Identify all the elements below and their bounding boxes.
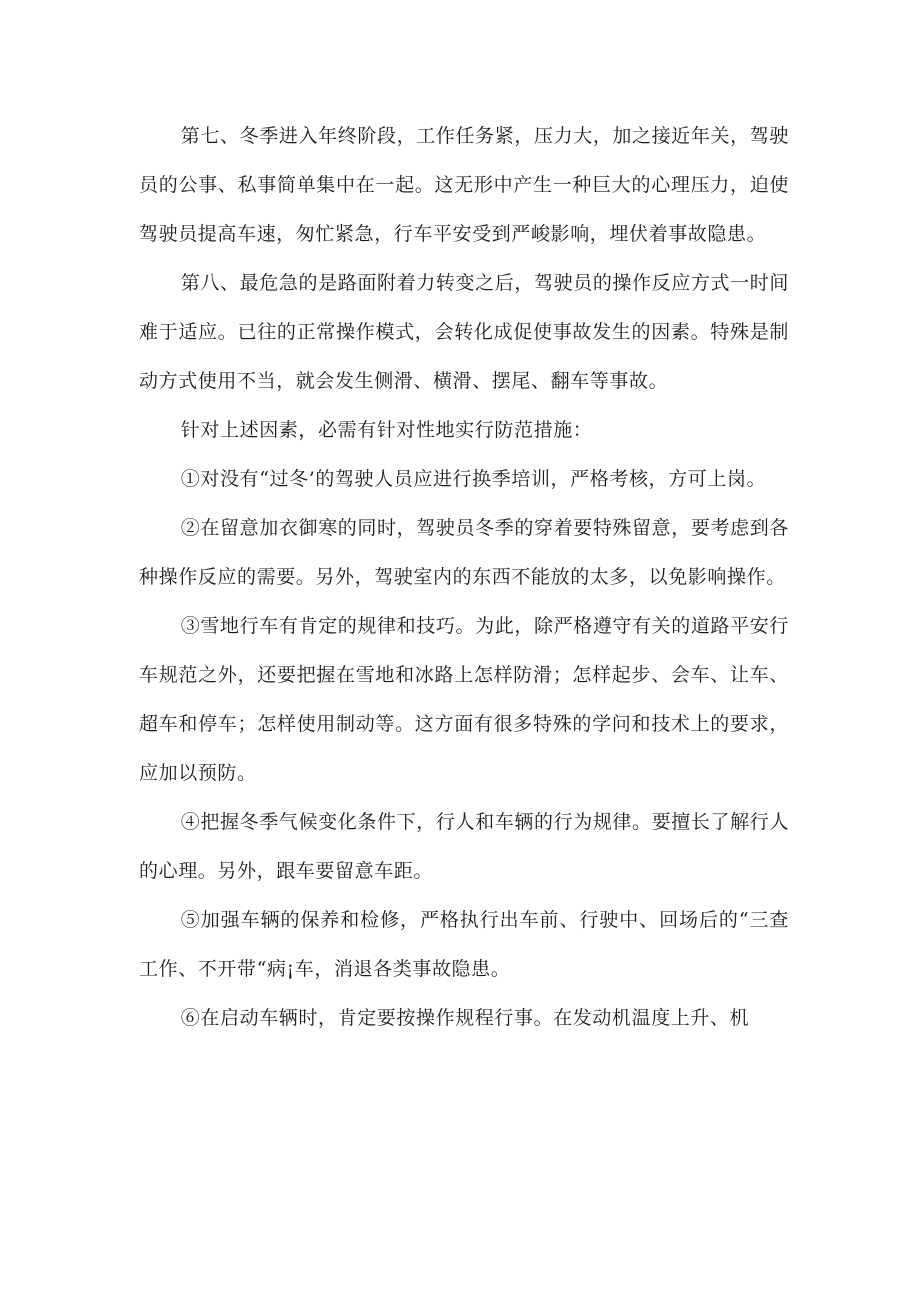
paragraph-measure-4: ④把握冬季气候变化条件下，行人和车辆的行为规律。要擅长了解行人的心理。另外，跟车要留意车距。 (139, 811, 789, 882)
paragraph-measure-1: ①对没有“过冬’的驾驶人员应进行换季培训，严格考核，方可上岗。 (180, 468, 767, 490)
paragraph-measure-6: ⑥在启动车辆时，肯定要按操作规程行事。在发动机温度上升、机 (180, 1007, 750, 1029)
paragraph-measure-5: ⑤加强车辆的保养和检修，严格执行出车前、行驶中、回场后的“三查工作、不开带“病¡车，消退各类事故隐患。 (139, 909, 789, 980)
paragraph-measures-intro: 针对上述因素，必需有针对性地实行防范措施： (180, 419, 593, 441)
paragraph-measure-2: ②在留意加衣御寒的同时，驾驶员冬季的穿着要特殊留意，要考虑到各种操作反应的需要。另外，驾驶室内的东西不能放的太多，以免影响操作。 (139, 517, 789, 588)
paragraph-7: 第七、冬季进入年终阶段，工作任务紧，压力大，加之接近年关，驾驶员的公事、私事简单集中在一起。这无形中产生一种巨大的心理压力，迫使驾驶员提高车速，匆忙紧急，行车平安受到严峻影响，埋伏着事故隐患。 (139, 125, 789, 245)
document-body (139, 112, 789, 1043)
paragraph-8: 第八、最危急的是路面附着力转变之后，驾驶员的操作反应方式一时间难于适应。已往的正常操作模式，会转化成促使事故发生的因素。特殊是制动方式使用不当，就会发生侧滑、横滑、摆尾、翻车等事故。 (139, 272, 789, 392)
paragraph-measure-3: ③雪地行车有肯定的规律和技巧。为此，除严格遵守有关的道路平安行车规范之外，还要把握在雪地和冰路上怎样防滑；怎样起步、会车、让车、超车和停车；怎样使用制动等。这方面有很多特殊的学问和技术上的要求，应加以预防。 (139, 615, 789, 784)
